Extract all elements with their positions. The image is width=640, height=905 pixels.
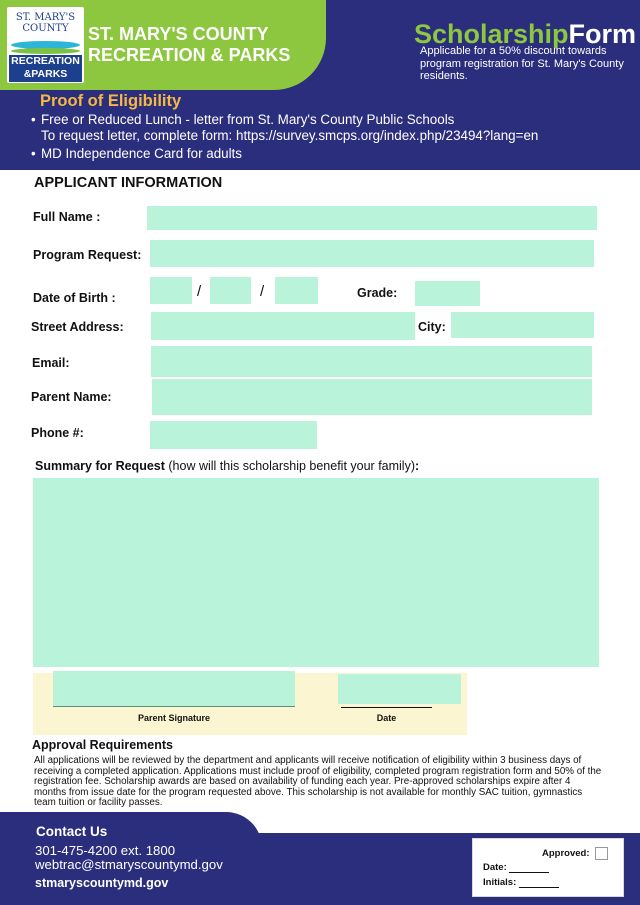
eligibility-item-md-card: [31, 146, 242, 162]
email-label: Email:: [32, 356, 70, 370]
logo-text-line4: &PARKS: [23, 68, 68, 80]
bullet-icon: •: [31, 112, 36, 127]
contact-email[interactable]: webtrac@stmaryscountymd.gov: [35, 857, 223, 872]
summary-textarea[interactable]: [33, 478, 599, 667]
summary-label-colon: :: [415, 459, 420, 473]
dob-separator: /: [197, 283, 202, 300]
office-date-label: [483, 862, 549, 873]
logo-text-line3: RECREATION: [11, 55, 80, 67]
email-field[interactable]: [151, 346, 592, 377]
dob-year-field[interactable]: [275, 277, 318, 304]
phone-field[interactable]: [150, 421, 317, 449]
program-request-field[interactable]: [150, 240, 594, 267]
street-address-field[interactable]: [151, 312, 415, 340]
date-underline: [341, 707, 432, 708]
dob-label: Date of Birth :: [33, 291, 116, 305]
approved-label: Approved:: [542, 848, 590, 859]
eligibility-item-md-card-text: MD Independence Card for adults: [41, 146, 242, 161]
full-name-label: Full Name :: [33, 210, 101, 224]
org-name-line1: ST. MARY'S COUNTY: [88, 24, 269, 44]
org-name: [88, 24, 290, 66]
city-label: City:: [418, 320, 446, 334]
form-title-part1: Scholarship: [414, 19, 569, 49]
dob-day-field[interactable]: [210, 277, 251, 304]
contact-phone[interactable]: 301-475-4200 ext. 1800: [35, 843, 176, 858]
signature-date-field[interactable]: [338, 674, 461, 704]
logo-rec-parks: [9, 55, 82, 82]
form-subtitle: Applicable for a 50% discount towards program registration for St. Mary's County residents.: [420, 45, 624, 82]
approval-title: Approval Requirements: [32, 738, 174, 752]
dob-month-field[interactable]: [150, 277, 192, 304]
office-date-label-text: Date:: [483, 862, 507, 873]
dob-separator: /: [260, 283, 265, 300]
eligibility-item-lunch-line1: Free or Reduced Lunch - letter from St. Mary's County Public Schools: [41, 112, 455, 127]
parent-name-field[interactable]: [152, 379, 592, 415]
office-initials-line[interactable]: [519, 878, 559, 888]
office-initials-label: [483, 877, 559, 888]
logo-text-line1: ST. MARY'S: [15, 12, 76, 23]
form-title-part2: Form: [568, 19, 637, 49]
full-name-field[interactable]: [147, 206, 597, 230]
street-address-label: Street Address:: [31, 320, 124, 334]
office-initials-label-text: Initials:: [483, 877, 517, 888]
program-request-label: Program Request:: [33, 248, 142, 262]
city-field[interactable]: [451, 312, 594, 338]
summary-label-bold: Summary for Request: [35, 459, 165, 473]
eligibility-title: Proof of Eligibility: [40, 92, 182, 110]
parent-signature-caption: Parent Signature: [137, 713, 211, 723]
phone-label: Phone #:: [31, 426, 84, 440]
applicant-section-title: APPLICANT INFORMATION: [34, 175, 223, 191]
contact-title: Contact Us: [36, 824, 108, 839]
approval-body: All applications will be reviewed by the department and applicants will receive notification of eligibility within 3 business days of receiving a completed application. Applications must include proof of eligibility, completed program registration form and 50% of the registration fee. Scholarship awards are based on availability of funding each year. Pre-approved scholarships expire after 4 months from issue date for the program requested above. This scholarship is not available for monthly SAC tuition, gymnastics team tuition or facility passes.: [34, 755, 602, 809]
logo-text-line2: COUNTY: [22, 23, 69, 34]
eligibility-item-lunch-line2: To request letter, complete form: https://survey.smcps.org/index.php/23494?lang=en: [41, 128, 539, 143]
eligibility-item-lunch: [31, 112, 539, 144]
office-use-box: [472, 838, 624, 897]
summary-label-hint: (how will this scholarship benefit your family): [164, 459, 415, 473]
parent-signature-field[interactable]: [53, 671, 295, 707]
county-logo: [7, 7, 84, 83]
grade-field[interactable]: [415, 281, 480, 306]
grade-label: Grade:: [357, 286, 398, 300]
approved-checkbox[interactable]: [595, 847, 608, 860]
logo-grass-wave: [11, 48, 80, 54]
bullet-icon: •: [31, 146, 36, 161]
office-date-line[interactable]: [509, 863, 549, 873]
org-name-line2: RECREATION & PARKS: [88, 45, 291, 65]
parent-name-label: Parent Name:: [31, 390, 112, 404]
signature-date-caption: Date: [376, 713, 397, 723]
contact-website[interactable]: stmaryscountymd.gov: [35, 876, 169, 890]
summary-label: [35, 459, 419, 473]
